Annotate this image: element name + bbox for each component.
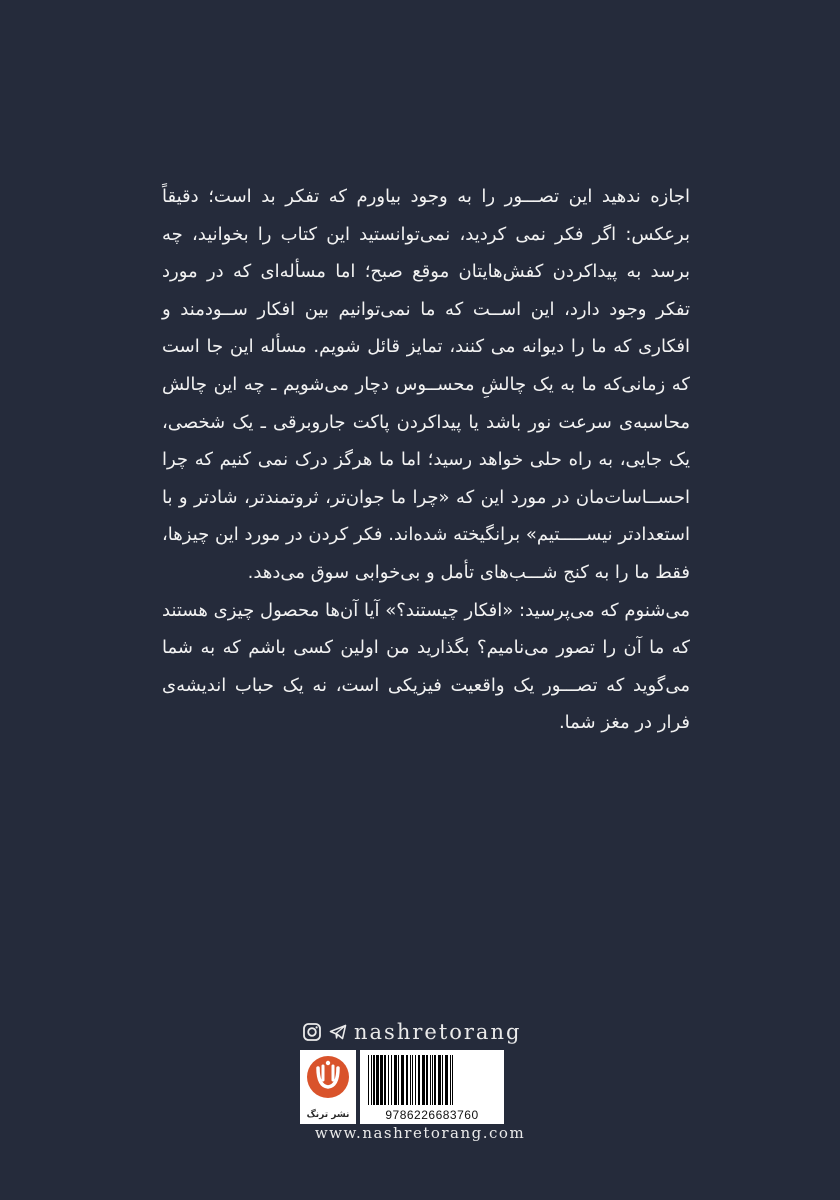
barcode-bar xyxy=(422,1055,425,1105)
barcode-bar xyxy=(450,1055,451,1105)
barcode-bar xyxy=(426,1055,428,1105)
barcode-bar xyxy=(452,1055,453,1105)
publisher-logo-name: نشر ترنگ xyxy=(306,1110,350,1120)
barcode-bar xyxy=(391,1055,392,1105)
blurb-text xyxy=(162,178,690,742)
publisher-logo-mark xyxy=(300,1050,356,1106)
barcode-bar xyxy=(380,1055,383,1105)
barcode-bar xyxy=(371,1055,372,1105)
blurb-paragraph-1: اجازه ندهید این تصـــور را به وجود بیاورم که تفکر بد است؛ دقیقاً برعکس: اگر فکر نمی کردید، نمی‌توانستید این کتاب را بخوانید، چه برسد به پیداکردن کفش‌هایتان موقع صبح؛ اما مسأله‌ای که در مورد تفکر وجود دارد، این اســت که ما نمی‌توانیم بین افکار ســودمند و افکاری که ما را دیوانه می کنند، تمایز قائل شویم. مسأله این جا است که زمانی‌که ما به یک چالشِ محســوس دچار می‌شویم ـ چه این چالش محاسبه‌ی سرعت نور باشد یا پیداکردن پاکت جاروبرقی ـ یک شخصی، یک جایی، به راه حلی خواهد رسید؛ اما ما هرگز درک نمی کنیم که چرا احســاسات‌مان در مورد این که «چرا ما جوان‌تر، ثروتمندتر، شادتر و با استعدادتر نیســـــتیم» برانگیخته شده‌اند. فکر کردن در مورد این چیزها، فقط ما را به کنج شـــب‌های تأمل و بی‌خوابی سوق می‌دهد. xyxy=(162,186,690,583)
barcode-bar xyxy=(418,1055,420,1105)
barcode-bar xyxy=(410,1055,411,1105)
barcode-bars xyxy=(360,1050,504,1108)
isbn-number: 9786226683760 xyxy=(385,1108,479,1122)
barcode-bar xyxy=(430,1055,431,1105)
barcode-bar xyxy=(406,1055,408,1105)
barcode-bar xyxy=(438,1055,441,1105)
barcode-bar xyxy=(388,1055,389,1105)
barcode-bar xyxy=(394,1055,397,1105)
social-handle-row xyxy=(302,1017,542,1047)
barcode-bar xyxy=(412,1055,413,1105)
instagram-icon xyxy=(302,1022,322,1042)
blurb-paragraph-2: می‌شنوم که می‌پرسید: «افکار چیستند؟» آیا آن‌ها محصول چیزی هستند که ما آن را تصور می‌نامیم؟ بگذارید من اولین کسی باشم که به شما می‌گوید که تصـــور یک واقعیت فیزیکی است، نه یک حباب اندیشه‌ی فرار در مغز شما. xyxy=(162,599,690,734)
barcode-bar xyxy=(415,1055,416,1105)
barcode-bar xyxy=(445,1055,448,1105)
social-handle: nashretorang xyxy=(354,1020,522,1044)
barcode-bar xyxy=(384,1055,386,1105)
barcode-bar xyxy=(401,1055,404,1105)
barcode-bar xyxy=(373,1055,375,1105)
publisher-logo xyxy=(300,1050,356,1124)
barcode-bar xyxy=(432,1055,433,1105)
barcode-bar xyxy=(376,1055,379,1105)
barcode-bar xyxy=(368,1055,369,1105)
telegram-icon xyxy=(328,1022,348,1042)
barcode-bar xyxy=(434,1055,436,1105)
barcode-bar xyxy=(398,1055,399,1105)
isbn-barcode xyxy=(360,1050,504,1124)
barcode-bar xyxy=(442,1055,443,1105)
publisher-website: www.nashretorang.com xyxy=(314,1124,526,1142)
